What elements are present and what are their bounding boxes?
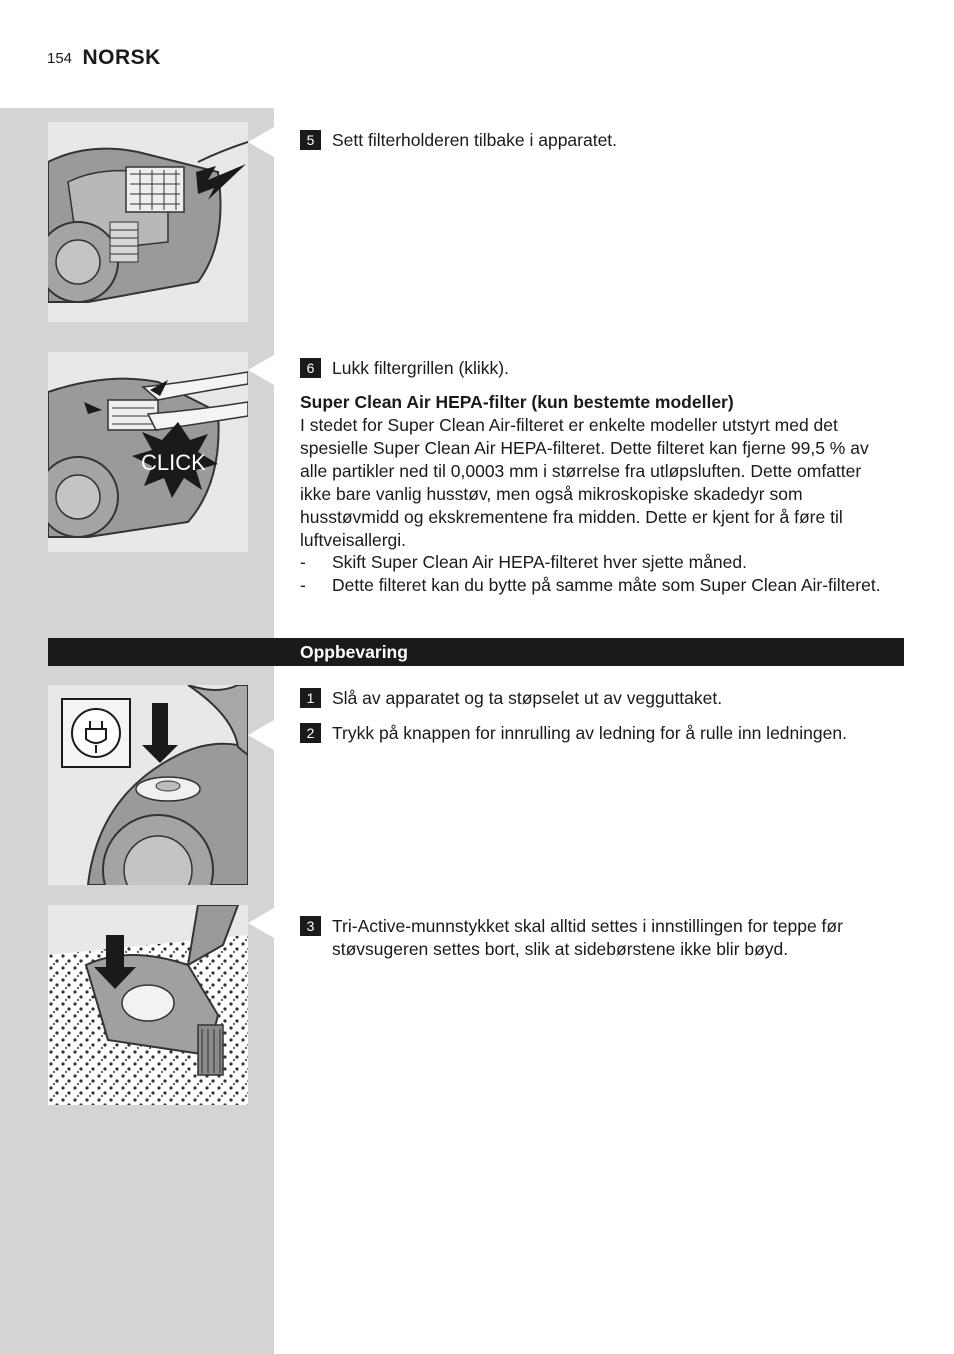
figure-pointer — [248, 720, 274, 750]
tri-active-nozzle-carpet-icon — [48, 905, 248, 1105]
click-label: CLICK — [141, 450, 206, 475]
vacuum-filter-holder-insert-icon — [48, 122, 248, 322]
vacuum-filter-grille-click-icon — [48, 352, 248, 552]
bullet-marker: - — [300, 552, 306, 572]
step-number-badge: 3 — [300, 916, 321, 936]
step-text: Trykk på knappen for innrulling av ledning for å rulle inn ledningen. — [332, 723, 847, 743]
step-3 — [300, 915, 900, 959]
step-number-badge: 1 — [300, 688, 321, 708]
step-1 — [300, 687, 900, 710]
step-number-badge: 5 — [300, 130, 321, 150]
step-number-badge: 6 — [300, 358, 321, 378]
figure-pointer — [248, 355, 274, 385]
step-number-badge: 2 — [300, 723, 321, 743]
step-text: Tri-Active-munnstykket skal alltid settes i innstillingen for teppe før støvsugeren settes bort, slik at sidebørstene ikke blir bøyd. — [332, 916, 843, 959]
step-5 — [300, 129, 900, 152]
page-number: 154 — [47, 50, 73, 67]
bullet-marker: - — [300, 575, 306, 595]
step-text: Slå av apparatet og ta støpselet ut av vegguttaket. — [332, 688, 723, 708]
figure-pointer — [248, 908, 274, 938]
section-header-bar — [48, 638, 904, 666]
page-header — [47, 46, 161, 70]
language-title: NORSK — [82, 46, 161, 69]
bullet-text: Skift Super Clean Air HEPA-filteret hver sjette måned. — [332, 552, 747, 572]
figure-pointer — [248, 127, 274, 157]
section-title: Oppbevaring — [300, 642, 408, 662]
vacuum-unplug-cord-rewind-icon — [48, 685, 248, 885]
step-2 — [300, 722, 900, 745]
step-text: Lukk filtergrillen (klikk). — [332, 358, 509, 378]
step-text: Sett filterholderen tilbake i apparatet. — [332, 130, 618, 150]
hepa-paragraph: I stedet for Super Clean Air-filteret er enkelte modeller utstyrt med det spesielle Super Clean Air HEPA-filteret. Dette filteret kan fjerne 99,5 % av alle partikler ned til 0,0003 mm i størrelse fra utløpsluften. Dette omfatter ikke bare vanlig husstøv, men også mikroskopiske skadedyr som husstøvmidd og ekskrementene fra midden. Dette er kjent for å føre til luftveisallergi. — [300, 415, 869, 550]
bullet-text: Dette filteret kan du bytte på samme måte som Super Clean Air-filteret. — [332, 575, 881, 595]
step-6 — [300, 357, 900, 380]
hepa-heading: Super Clean Air HEPA-filter (kun bestemte modeller) — [300, 392, 734, 412]
